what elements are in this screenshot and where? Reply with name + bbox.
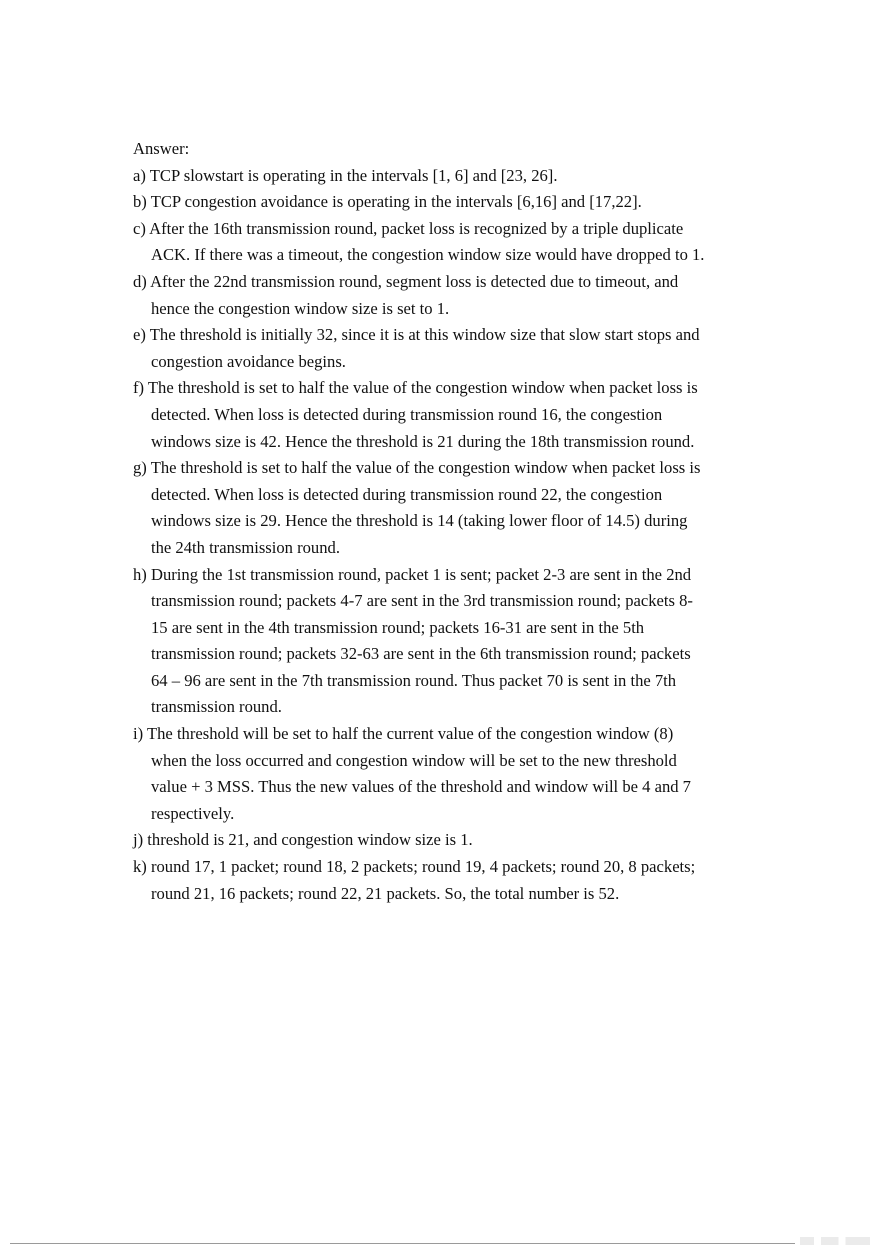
item-text-continuation: transmission round. <box>151 697 282 717</box>
item-text: After the 16th transmission round, packet loss is recognized by a triple duplicate <box>149 218 684 238</box>
item-label: d) <box>133 271 147 291</box>
item-text: The threshold is set to half the value of the congestion window when packet loss is <box>147 378 698 398</box>
footer-divider <box>10 1243 795 1244</box>
item-text-continuation: detected. When loss is detected during transmission round 16, the congestion <box>151 404 663 424</box>
item-text: round 17, 1 packet; round 18, 2 packets; round 19, 4 packets; round 20, 8 packets; <box>150 857 696 877</box>
item-text-continuation: detected. When loss is detected during transmission round 22, the congestion <box>151 484 663 504</box>
item-label: h) <box>133 564 147 584</box>
answer-item-j <box>133 827 773 854</box>
item-text-continuation: the 24th transmission round. <box>151 537 340 557</box>
item-text-continuation: value + 3 MSS. Thus the new values of the threshold and window will be 4 and 7 <box>151 777 691 797</box>
item-text: The threshold is initially 32, since it is at this window size that slow start stops and <box>149 325 700 345</box>
item-text: threshold is 21, and congestion window size is 1. <box>147 830 473 850</box>
item-label: b) <box>133 192 147 212</box>
item-text-continuation: transmission round; packets 4-7 are sent in the 3rd transmission round; packets 8- <box>151 591 693 611</box>
item-text-continuation: respectively. <box>151 803 235 823</box>
item-text-continuation: when the loss occurred and congestion window will be set to the new threshold <box>151 750 677 770</box>
item-text-continuation: round 21, 16 packets; round 22, 21 packets. So, the total number is 52. <box>151 883 620 903</box>
answer-item-f <box>133 375 773 455</box>
item-text-continuation: congestion avoidance begins. <box>151 351 346 371</box>
answer-block <box>133 136 773 907</box>
answer-item-k <box>133 854 773 907</box>
item-label: e) <box>133 325 146 345</box>
item-text-continuation: windows size is 42. Hence the threshold is 21 during the 18th transmission round. <box>151 431 695 451</box>
item-text: The threshold will be set to half the current value of the congestion window (8) <box>147 724 674 744</box>
item-label: k) <box>133 857 147 877</box>
item-text-continuation: windows size is 29. Hence the threshold is 14 (taking lower floor of 14.5) during <box>151 511 688 531</box>
item-label: a) <box>133 165 146 185</box>
item-text-continuation: transmission round; packets 32-63 are sent in the 6th transmission round; packets <box>151 644 691 664</box>
answer-item-a <box>133 163 773 190</box>
item-label: i) <box>133 724 144 744</box>
answer-heading: Answer: <box>133 139 190 158</box>
item-text-continuation: ACK. If there was a timeout, the congestion window size would have dropped to 1. <box>151 245 705 265</box>
item-label: f) <box>133 378 145 398</box>
item-label: g) <box>133 458 147 478</box>
answer-item-b <box>133 189 773 216</box>
item-text: During the 1st transmission round, packet 1 is sent; packet 2-3 are sent in the 2nd <box>150 564 692 584</box>
item-text: TCP slowstart is operating in the intervals [1, 6] and [23, 26]. <box>149 165 558 185</box>
item-text-continuation: 64 – 96 are sent in the 7th transmission round. Thus packet 70 is sent in the 7th <box>151 670 677 690</box>
answer-list <box>133 163 773 908</box>
item-label: c) <box>133 218 146 238</box>
answer-item-h <box>133 562 773 722</box>
item-text-continuation: 15 are sent in the 4th transmission round; packets 16-31 are sent in the 5th <box>151 617 645 637</box>
footer-watermark <box>800 1237 870 1245</box>
item-text-continuation: hence the congestion window size is set to 1. <box>151 298 450 318</box>
answer-item-g <box>133 455 773 561</box>
item-label: j) <box>133 830 144 850</box>
answer-item-c <box>133 216 773 269</box>
answer-item-d <box>133 269 773 322</box>
item-text: After the 22nd transmission round, segment loss is detected due to timeout, and <box>150 271 679 291</box>
answer-item-e <box>133 322 773 375</box>
item-text: TCP congestion avoidance is operating in the intervals [6,16] and [17,22]. <box>150 192 642 212</box>
item-text: The threshold is set to half the value of the congestion window when packet loss is <box>150 458 701 478</box>
answer-item-i <box>133 721 773 827</box>
